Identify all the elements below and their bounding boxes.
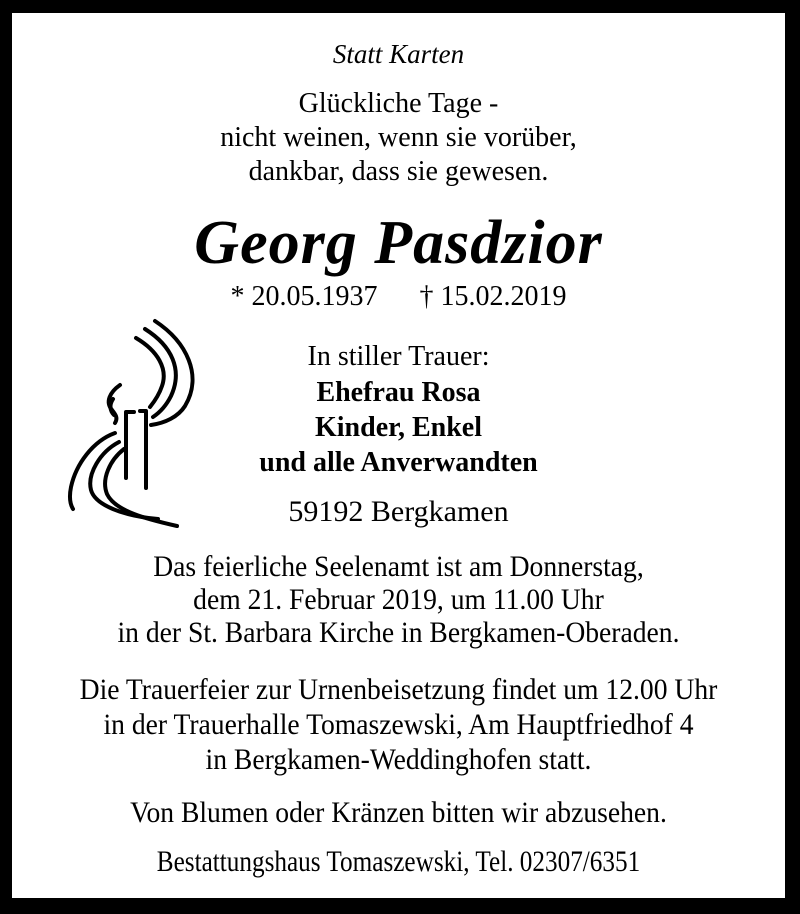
poem — [12, 87, 785, 189]
undertaker-line: Bestattungshaus Tomaszewski, Tel. 02307/6351 — [156, 845, 641, 878]
mourning-intro: In stiller Trauer: — [307, 341, 490, 372]
funeral-paragraph — [43, 672, 754, 777]
poem-line-3: dankbar, dass sie gewesen. — [248, 156, 549, 187]
death-date: † 15.02.2019 — [419, 281, 567, 312]
mourners-list — [12, 375, 785, 480]
deceased-name: Georg Pasdzior — [194, 209, 603, 277]
birth-date: * 20.05.1937 — [230, 281, 378, 312]
location-line: 59192 Bergkamen — [288, 495, 509, 528]
mourner-line-3: und alle Anverwandten — [259, 447, 538, 478]
life-dates — [12, 280, 785, 314]
funeral-line-1: Die Trauerfeier zur Urnenbeisetzung findet um 12.00 Uhr — [79, 673, 718, 706]
service-paragraph — [43, 550, 754, 649]
mourner-line-2: Kinder, Enkel — [314, 412, 482, 443]
obituary-card — [12, 13, 785, 898]
funeral-line-3: in Bergkamen-Weddinghofen statt. — [205, 743, 592, 776]
service-line-2: dem 21. Februar 2019, um 11.00 Uhr — [193, 583, 604, 616]
mourner-line-1: Ehefrau Rosa — [316, 377, 481, 408]
funeral-line-2: in der Trauerhalle Tomaszewski, Am Hauptfriedhof 4 — [103, 708, 694, 741]
header-statt-karten: Statt Karten — [332, 39, 465, 69]
service-line-1: Das feierliche Seelenamt ist am Donnerstag, — [153, 550, 644, 583]
service-line-3: in der St. Barbara Kirche in Bergkamen-Oberaden. — [117, 616, 680, 649]
flowers-note: Von Blumen oder Kränzen bitten wir abzusehen. — [130, 796, 667, 829]
poem-line-1: Glückliche Tage - — [298, 88, 499, 119]
poem-line-2: nicht weinen, wenn sie vorüber, — [220, 122, 577, 153]
